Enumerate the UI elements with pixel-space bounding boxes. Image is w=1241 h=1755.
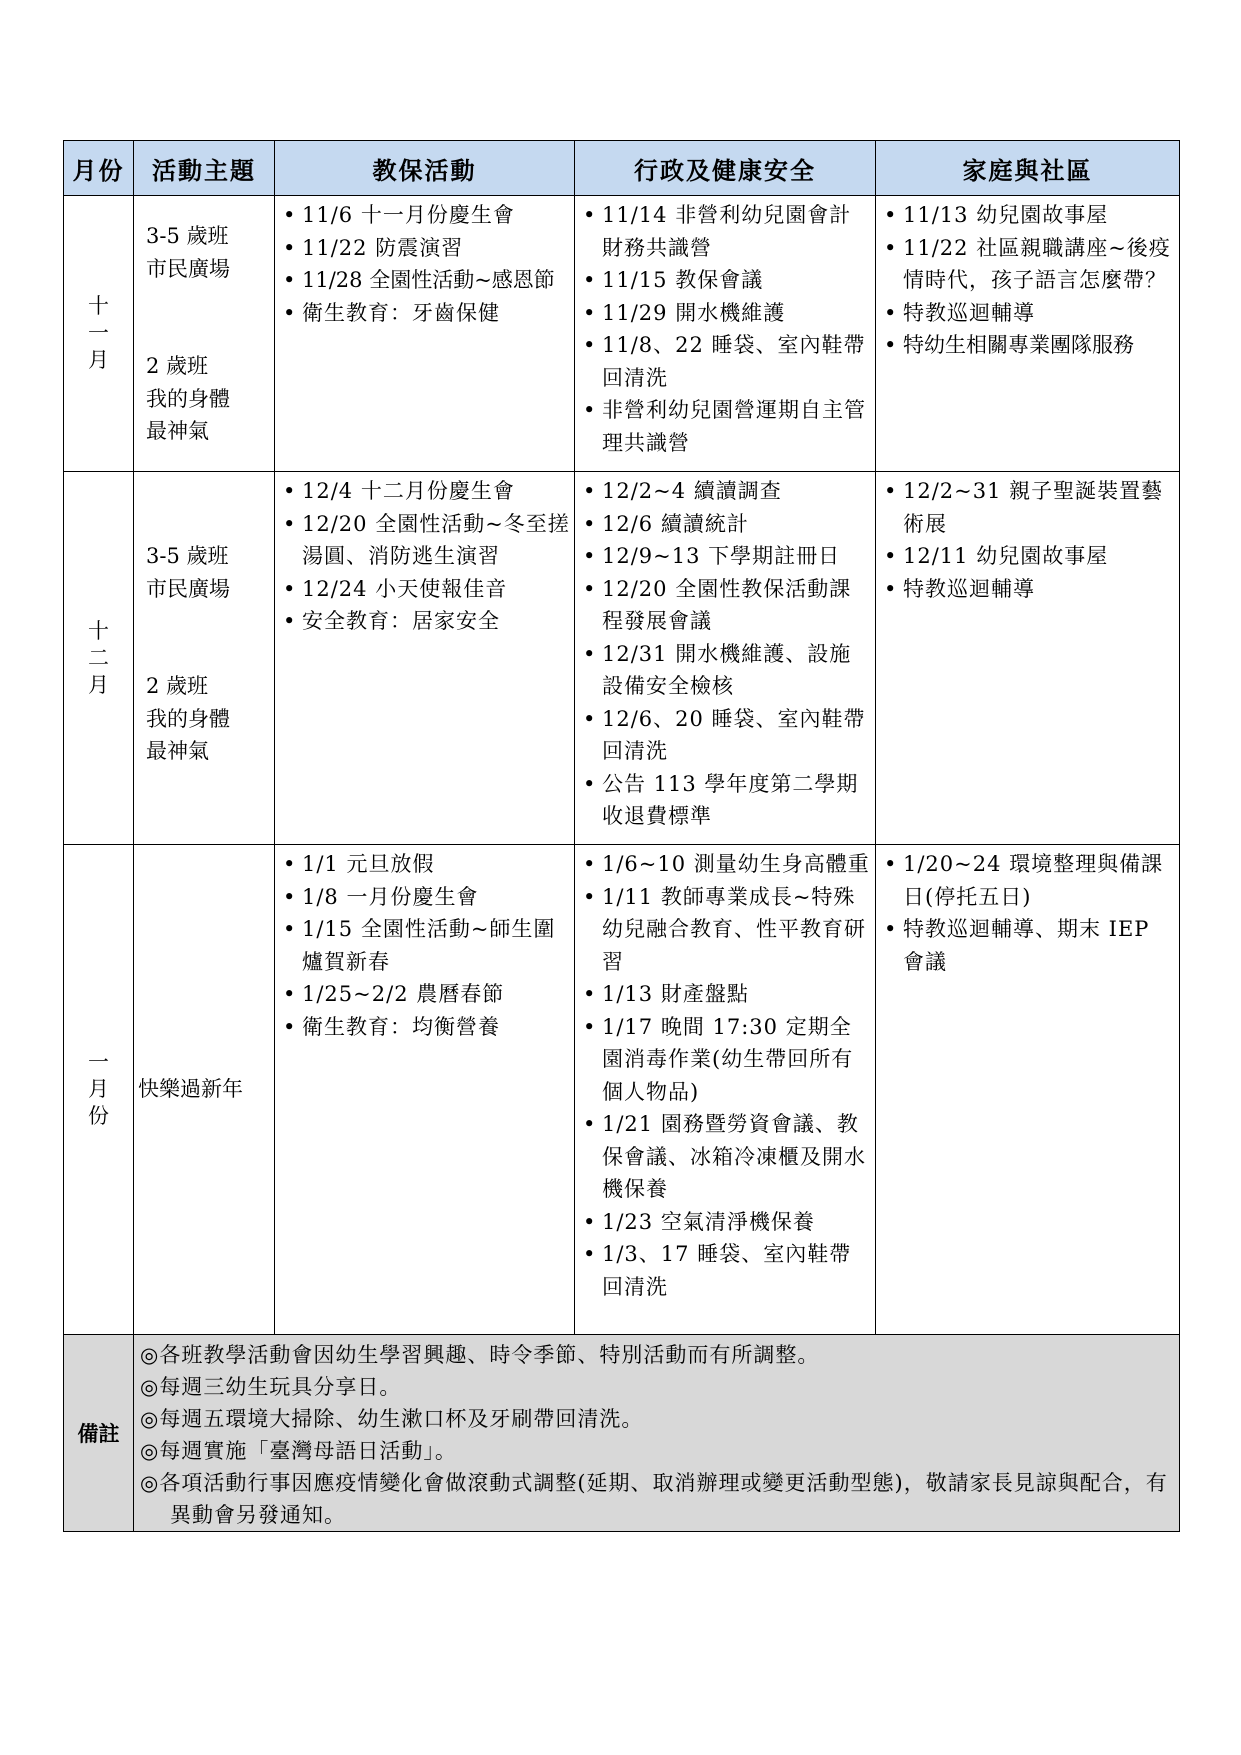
list-item: • 1/17 晚間 17:30 定期全園消毒作業(幼生帶回所有個人物品): [583, 1011, 873, 1109]
list-item: • 特教巡迴輔導: [884, 573, 1177, 606]
list-item: • 12/9~13 下學期註冊日: [583, 540, 873, 573]
monthly-schedule-table: [63, 140, 1180, 1532]
admin-cell: [575, 196, 876, 472]
list-item: • 12/20 全園性活動~冬至搓湯圓、消防逃生演習: [283, 508, 572, 573]
list-item: • 11/14 非營利幼兒園會計財務共識營: [583, 199, 873, 264]
notes-cell: [134, 1335, 1180, 1532]
theme-cell: 3-5 歲班 市民廣場 2 歲班 我的身體 最神氣: [134, 472, 275, 845]
note-item: ◎各班教學活動會因幼生學習興趣、時令季節、特別活動而有所調整。: [140, 1343, 820, 1367]
list-item: • 11/15 教保會議: [583, 264, 873, 297]
note-item: ◎每週實施「臺灣母語日活動」。: [140, 1439, 457, 1463]
list-item: • 1/6~10 測量幼生身高體重: [583, 848, 873, 881]
list-item: • 12/4 十二月份慶生會: [283, 475, 572, 508]
list-item: • 12/24 小天使報佳音: [283, 573, 572, 606]
theme-cell: 快樂過新年: [134, 845, 275, 1335]
list-item: • 衛生教育：均衡營養: [283, 1011, 572, 1044]
notes-row: [64, 1335, 1180, 1532]
family-cell: [876, 845, 1180, 1335]
teaching-cell: [275, 845, 575, 1335]
table-row-january: [64, 845, 1180, 1335]
list-item: • 1/15 全園性活動~師生圍爐賀新春: [283, 913, 572, 978]
list-item: • 1/11 教師專業成長~特殊幼兒融合教育、性平教育研習: [583, 881, 873, 979]
list-item: • 安全教育：居家安全: [283, 605, 572, 638]
header-month: 月份: [64, 141, 134, 196]
month-cell: 一 月 份: [64, 845, 134, 1335]
list-item: • 1/8 一月份慶生會: [283, 881, 572, 914]
list-item: • 特教巡迴輔導: [884, 297, 1177, 330]
list-item: • 特幼生相關專業團隊服務: [884, 329, 1177, 362]
list-item: • 公告 113 學年度第二學期收退費標準: [583, 768, 873, 833]
list-item: • 12/31 開水機維護、設施設備安全檢核: [583, 638, 873, 703]
list-item: • 12/20 全園性教保活動課程發展會議: [583, 573, 873, 638]
note-item: ◎每週三幼生玩具分享日。: [140, 1375, 402, 1399]
note-item: ◎各項活動行事因應疫情變化會做滾動式調整(延期、取消辦理或變更活動型態)，敬請家長見諒與配合，有異動會另發通知。: [140, 1471, 1168, 1527]
list-item: • 1/20~24 環境整理與備課日(停托五日): [884, 848, 1177, 913]
family-cell: [876, 472, 1180, 845]
list-item: • 1/21 園務暨勞資會議、教保會議、冰箱冷凍櫃及開水機保養: [583, 1108, 873, 1206]
month-cell: 十 二 月: [64, 472, 134, 845]
list-item: • 1/25~2/2 農曆春節: [283, 978, 572, 1011]
note-item: ◎每週五環境大掃除、幼生漱口杯及牙刷帶回清洗。: [140, 1407, 644, 1431]
header-theme: 活動主題: [134, 141, 275, 196]
list-item: • 11/13 幼兒園故事屋: [884, 199, 1177, 232]
list-item: • 非營利幼兒園營運期自主管理共識營: [583, 394, 873, 459]
header-teaching: 教保活動: [275, 141, 575, 196]
list-item: • 11/8、22 睡袋、室內鞋帶回清洗: [583, 329, 873, 394]
list-item: • 11/22 防震演習: [283, 232, 572, 265]
list-item: • 12/11 幼兒園故事屋: [884, 540, 1177, 573]
admin-cell: [575, 472, 876, 845]
table-row-december: [64, 472, 1180, 845]
list-item: • 衛生教育：牙齒保健: [283, 297, 572, 330]
list-item: • 12/6 續讀統計: [583, 508, 873, 541]
month-cell: 十 一 月: [64, 196, 134, 472]
header-admin: 行政及健康安全: [575, 141, 876, 196]
list-item: • 11/29 開水機維護: [583, 297, 873, 330]
header-row: [64, 141, 1180, 196]
family-cell: [876, 196, 1180, 472]
list-item: • 1/3、17 睡袋、室內鞋帶回清洗: [583, 1238, 873, 1303]
theme-cell: 3-5 歲班 市民廣場 2 歲班 我的身體 最神氣: [134, 196, 275, 472]
list-item: • 1/1 元旦放假: [283, 848, 572, 881]
list-item: • 1/23 空氣清淨機保養: [583, 1206, 873, 1239]
list-item: • 12/6、20 睡袋、室內鞋帶回清洗: [583, 703, 873, 768]
list-item: • 11/28 全園性活動~感恩節: [283, 264, 572, 297]
list-item: • 12/2~4 續讀調查: [583, 475, 873, 508]
header-family: 家庭與社區: [876, 141, 1180, 196]
list-item: • 1/13 財產盤點: [583, 978, 873, 1011]
list-item: • 11/22 社區親職講座~後疫情時代，孩子語言怎麼帶？: [884, 232, 1177, 297]
notes-label: 備註: [64, 1335, 134, 1532]
admin-cell: [575, 845, 876, 1335]
list-item: • 12/2~31 親子聖誕裝置藝術展: [884, 475, 1177, 540]
list-item: • 11/6 十一月份慶生會: [283, 199, 572, 232]
list-item: • 特教巡迴輔導、期末 IEP 會議: [884, 913, 1177, 978]
table-row-november: [64, 196, 1180, 472]
teaching-cell: [275, 196, 575, 472]
teaching-cell: [275, 472, 575, 845]
